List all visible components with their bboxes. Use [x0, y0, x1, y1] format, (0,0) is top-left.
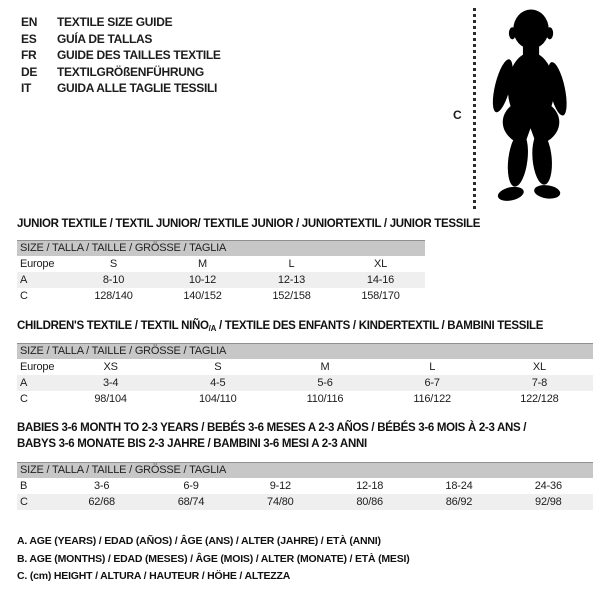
size-cell: 140/152 [183, 290, 222, 302]
size-cell: 9-12 [269, 480, 291, 492]
size-cell: 7-8 [486, 375, 593, 391]
language-code: IT [21, 81, 32, 95]
size-figure [452, 5, 592, 213]
children-table-title: CHILDREN'S TEXTILE / TEXTIL $NIÑO_{/A}$ / TEXTILE DES ENFANTS / KINDERTEXTIL / BAMBINI TESSILE [17, 320, 544, 333]
language-header [21, 14, 221, 97]
size-cell: 3-6 [94, 480, 110, 492]
table-row [17, 288, 425, 304]
size-cell: 116/122 [413, 393, 451, 405]
toddler-silhouette-icon [481, 8, 577, 208]
size-cell: 3-4 [57, 375, 164, 391]
children-size-table [17, 343, 593, 407]
language-row [21, 14, 221, 31]
size-cell: 14-16 [336, 272, 425, 288]
size-cell: 152/158 [272, 290, 311, 302]
size-cell: 10-12 [158, 272, 247, 288]
junior-table-title: JUNIOR TEXTILE / TEXTIL JUNIOR/ TEXTILE JUNIOR / JUNIORTEXTIL / JUNIOR TESSILE [17, 218, 481, 230]
size-header-row [17, 344, 593, 360]
row-label-cell: B [20, 480, 28, 492]
size-cell: 104/110 [199, 393, 237, 405]
size-header-label: SIZE / TALLA / TAILLE / GRÖSSE / TAGLIA [17, 241, 425, 257]
size-cell: 98/104 [94, 393, 127, 405]
language-code: ES [21, 31, 37, 46]
table-row [17, 272, 425, 288]
size-cell: M [320, 361, 330, 373]
size-cell: 158/170 [361, 290, 400, 302]
table-row [17, 256, 425, 272]
size-cell: 6-7 [379, 375, 486, 391]
babies-table-title [17, 420, 526, 452]
row-label-cell: C [17, 494, 57, 510]
row-label-cell: A [17, 375, 57, 391]
size-cell: XL [532, 361, 546, 373]
size-cell: S [214, 361, 222, 373]
babies-title-line2: BABYS 3-6 MONATE BIS 2-3 JAHRE / BAMBINI 3-6 MESI A 2-3 ANNI [17, 438, 367, 450]
subscript-text: /A [208, 324, 217, 333]
size-cell: 110/116 [306, 393, 344, 405]
row-label-cell: Europe [20, 361, 55, 373]
size-cell: 6-9 [183, 480, 199, 492]
size-cell: 92/98 [504, 494, 593, 510]
row-label-cell: A [17, 272, 69, 288]
table-row [17, 391, 593, 407]
size-cell: 18-24 [445, 480, 473, 492]
legend-line-b: B. AGE (MONTHS) / EDAD (MESES) / ÂGE (MOIS) / ALTER (MONATE) / ETÀ (MESI) [17, 552, 410, 565]
size-cell: 4-5 [164, 375, 271, 391]
table-row [17, 478, 593, 494]
table-row [17, 494, 593, 510]
language-label: TEXTILGRÖßENFÜHRUNG [57, 64, 204, 79]
measurement-legend [17, 533, 410, 586]
row-label-cell: Europe [20, 258, 55, 270]
size-header-label: SIZE / TALLA / TAILLE / GRÖSSE / TAGLIA [17, 344, 593, 360]
size-cell: XS [103, 361, 118, 373]
size-cell: 86/92 [414, 494, 503, 510]
size-cell: L [429, 361, 436, 373]
language-code: DE [21, 64, 38, 79]
table-row [17, 359, 593, 375]
language-label: GUIDE DES TAILLES TEXTILE [57, 48, 221, 62]
language-label: GUIDA ALLE TAGLIE TESSILI [57, 81, 218, 95]
size-cell: M [198, 258, 207, 270]
language-label: TEXTILE SIZE GUIDE [57, 15, 173, 29]
language-code: EN [21, 15, 38, 29]
size-cell: 80/86 [325, 494, 414, 510]
language-row [21, 80, 221, 97]
size-cell: 12-18 [356, 480, 384, 492]
row-label-cell: C [20, 290, 28, 302]
size-cell: 24-36 [534, 480, 562, 492]
row-label-cell: C [20, 393, 28, 405]
size-cell: 74/80 [236, 494, 325, 510]
size-header-row [17, 241, 425, 257]
language-row [21, 64, 221, 81]
size-header-label: SIZE / TALLA / TAILLE / GRÖSSE / TAGLIA [17, 463, 593, 479]
size-cell: 128/140 [94, 290, 133, 302]
size-cell: 8-10 [69, 272, 158, 288]
babies-size-table [17, 462, 593, 510]
size-cell: 62/68 [57, 494, 146, 510]
language-code: FR [21, 48, 37, 62]
size-header-row [17, 463, 593, 479]
size-cell: L [288, 258, 295, 270]
legend-line-a: A. AGE (YEARS) / EDAD (AÑOS) / ÂGE (ANS) / ALTER (JAHRE) / ETÀ (ANNI) [17, 535, 381, 547]
height-marker-label: C [453, 108, 462, 122]
language-row [21, 31, 221, 48]
junior-size-table [17, 240, 425, 304]
language-row [21, 47, 221, 64]
language-label: GUÍA DE TALLAS [57, 31, 153, 46]
babies-title-line1: BABIES 3-6 MONTH TO 2-3 YEARS / BEBÉS 3-6 MESES A 2-3 AÑOS / BÉBÉS 3-6 MOIS À 2-3 ANS / [17, 422, 527, 434]
table-row [17, 375, 593, 391]
size-cell: 68/74 [146, 494, 235, 510]
size-cell: 12-13 [247, 272, 336, 288]
legend-line-c: C. (cm) HEIGHT / ALTURA / HAUTEUR / HÖHE / ALTEZZA [17, 570, 291, 582]
size-cell: XL [373, 258, 388, 270]
size-cell: 122/128 [520, 393, 559, 405]
height-dashed-line [473, 8, 476, 209]
size-cell: S [109, 258, 118, 270]
size-cell: 5-6 [271, 375, 378, 391]
